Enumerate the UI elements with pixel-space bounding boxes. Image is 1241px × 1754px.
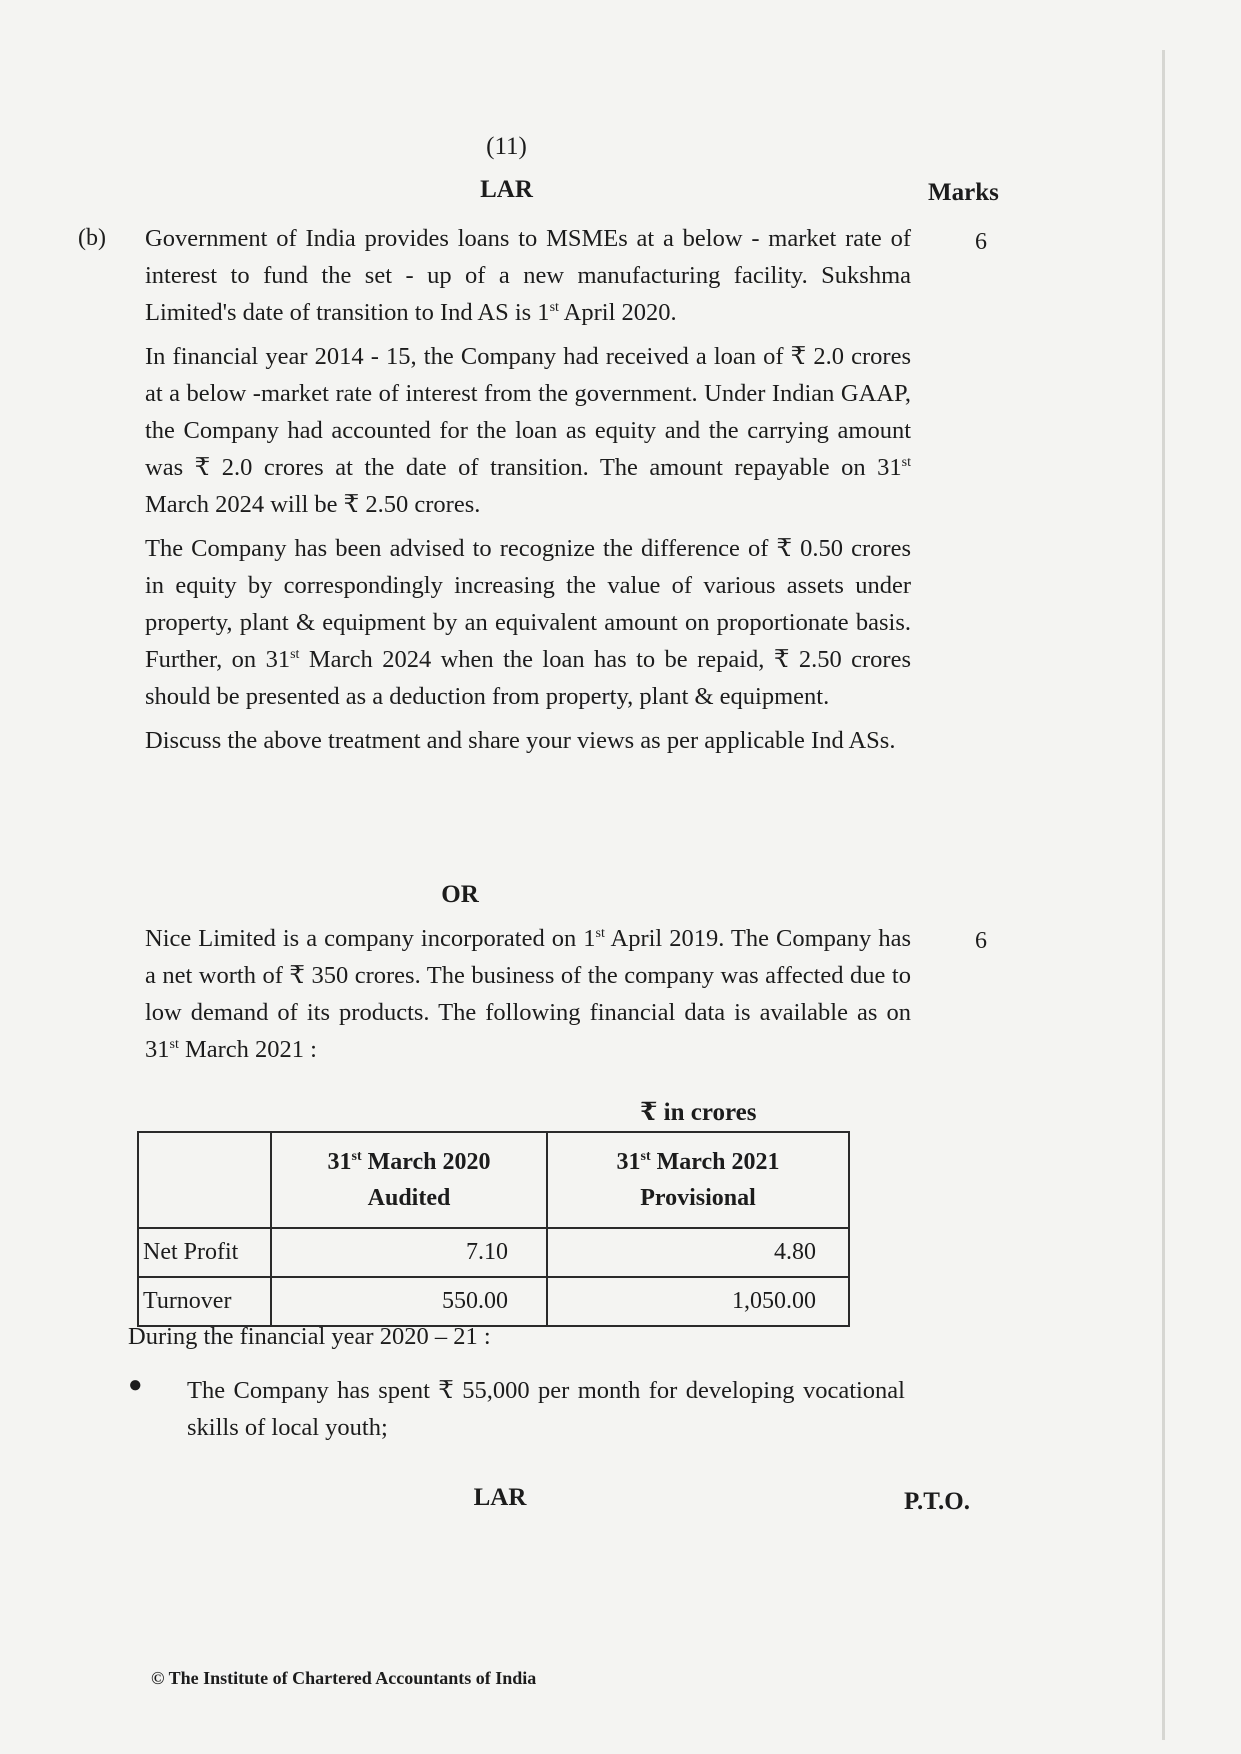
question-paragraph-1: Government of India provides loans to MSMEs at a below - market rate of interest to fund the set - up of a new manufacturing facility. Sukshma Limited's date of transition to Ind AS is 1st April 2020. [145, 225, 911, 326]
row-label-turnover: Turnover [138, 1277, 271, 1326]
bullet-item: The Company has spent ₹ 55,000 per month for developing vocational skills of local youth; [187, 1377, 905, 1441]
table-row [138, 1277, 849, 1326]
table-header-blank [138, 1132, 271, 1228]
marks-heading: Marks [928, 179, 999, 206]
cell-net-profit-2020: 7.10 [271, 1228, 547, 1277]
question-paragraph-4: Discuss the above treatment and share your views as per applicable Ind ASs. [145, 727, 896, 754]
page-number: (11) [486, 133, 527, 160]
financial-data-table [137, 1131, 850, 1327]
table-header-2020: 31st March 2020 Audited [271, 1132, 547, 1228]
table-header-2021: 31st March 2021 Provisional [547, 1132, 849, 1228]
paper-code-footer: LAR [473, 1484, 527, 1511]
cell-turnover-2020: 550.00 [271, 1277, 547, 1326]
alternative-body [145, 920, 911, 1068]
question-body [145, 220, 911, 759]
alternative-paragraph: Nice Limited is a company incorporated on 1st April 2019. The Company has a net worth of ₹ 350 crores. The business of the company was affected due to low demand of its products. The following financial data is available as on 31st March 2021 : [145, 925, 911, 1063]
question-marks: 6 [975, 229, 987, 255]
or-separator: OR [441, 881, 479, 908]
question-paragraph-2: In financial year 2014 - 15, the Company had received a loan of ₹ 2.0 crores at a below -market rate of interest from the government. Under Indian GAAP, the Company had accounted for the loan as equity and the carrying amount was ₹ 2.0 crores at the date of transition. The amount repayable on 31st March 2024 will be ₹ 2.50 crores. [145, 343, 911, 518]
cell-turnover-2021: 1,050.00 [547, 1277, 849, 1326]
copyright-notice: © The Institute of Chartered Accountants of India [151, 1668, 537, 1688]
table-row [138, 1228, 849, 1277]
please-turn-over: P.T.O. [904, 1488, 970, 1515]
table-header-row [138, 1132, 849, 1228]
during-year-text: During the financial year 2020 – 21 : [128, 1323, 491, 1350]
alternative-marks: 6 [975, 928, 987, 954]
bullet-marker: ● [128, 1372, 143, 1398]
page-margin-line [1162, 50, 1165, 1740]
row-label-net-profit: Net Profit [138, 1228, 271, 1277]
unit-label: ₹ in crores [640, 1099, 757, 1126]
paper-code-header: LAR [480, 176, 533, 203]
question-paragraph-3: The Company has been advised to recognize the difference of ₹ 0.50 crores in equity by correspondingly increasing the value of various assets under property, plant & equipment by an equivalent amount on proportionate basis. Further, on 31st March 2024 when the loan has to be repaid, ₹ 2.50 crores should be presented as a deduction from property, plant & equipment. [145, 535, 911, 710]
cell-net-profit-2021: 4.80 [547, 1228, 849, 1277]
question-label: (b) [78, 225, 106, 251]
